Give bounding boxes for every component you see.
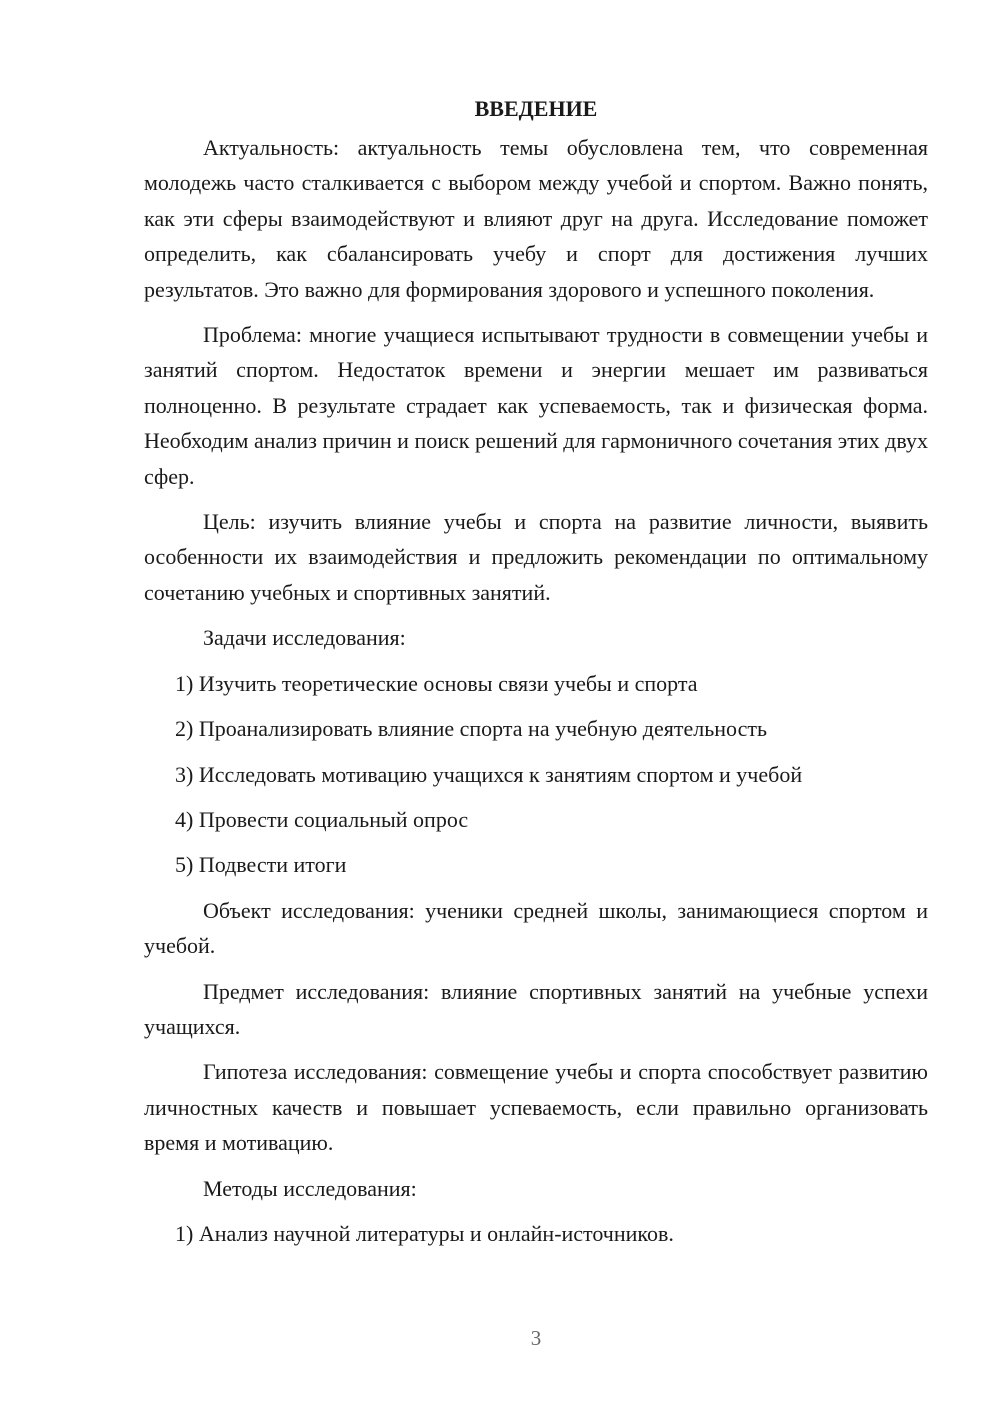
list-item: 2) Проанализировать влияние спорта на учебную деятельность <box>175 716 768 742</box>
list-item: 4) Провести социальный опрос <box>175 806 469 832</box>
section-title: ВВЕДЕНИЕ <box>474 96 598 121</box>
list-item: 1) Анализ научной литературы и онлайн-источников. <box>175 1220 674 1246</box>
hypothesis-paragraph: Гипотеза исследования: совмещение учебы и спорта способствует развитию личностных качеств и повышает успеваемость, если правильно организовать время и мотивацию. <box>144 1059 928 1156</box>
goal-paragraph: Цель: изучить влияние учебы и спорта на развитие личности, выявить особенности их взаимодействия и предложить рекомендации по оптимальному сочетанию учебных и спортивных занятий. <box>144 509 928 605</box>
methods-heading: Методы исследования: <box>203 1175 417 1201</box>
page-number: 3 <box>530 1326 542 1350</box>
relevance-paragraph: Актуальность: актуальность темы обусловлена тем, что современная молодежь часто сталкивается с выбором между учебой и спортом. Важно понять, как эти сферы взаимодействуют и влияют друг на друга. Исследование поможет определить, как сбалансировать учебу и спорт для достижения лучших результатов. Это важно для формирования здорового и успешного поколения. <box>144 135 928 302</box>
tasks-heading: Задачи исследования: <box>203 625 406 651</box>
list-item: 5) Подвести итоги <box>175 852 347 878</box>
list-item: 3) Исследовать мотивацию учащихся к занятиям спортом и учебой <box>175 761 803 787</box>
list-item: 1) Изучить теоретические основы связи учебы и спорта <box>175 670 698 696</box>
document-body <box>144 94 928 1261</box>
object-paragraph: Объект исследования: ученики средней школы, занимающиеся спортом и учебой. <box>144 897 928 959</box>
methods-list <box>144 1216 928 1251</box>
problem-paragraph: Проблема: многие учащиеся испытывают трудности в совмещении учебы и занятий спортом. Недостаток времени и энергии мешает им развиваться полноценно. В результате страдает как успеваемость, так и физическая форма. Необходим анализ причин и поиск решений для гармоничного сочетания этих двух сфер. <box>144 322 928 489</box>
tasks-list <box>144 666 928 883</box>
subject-paragraph: Предмет исследования: влияние спортивных занятий на учебные успехи учащихся. <box>144 978 928 1039</box>
